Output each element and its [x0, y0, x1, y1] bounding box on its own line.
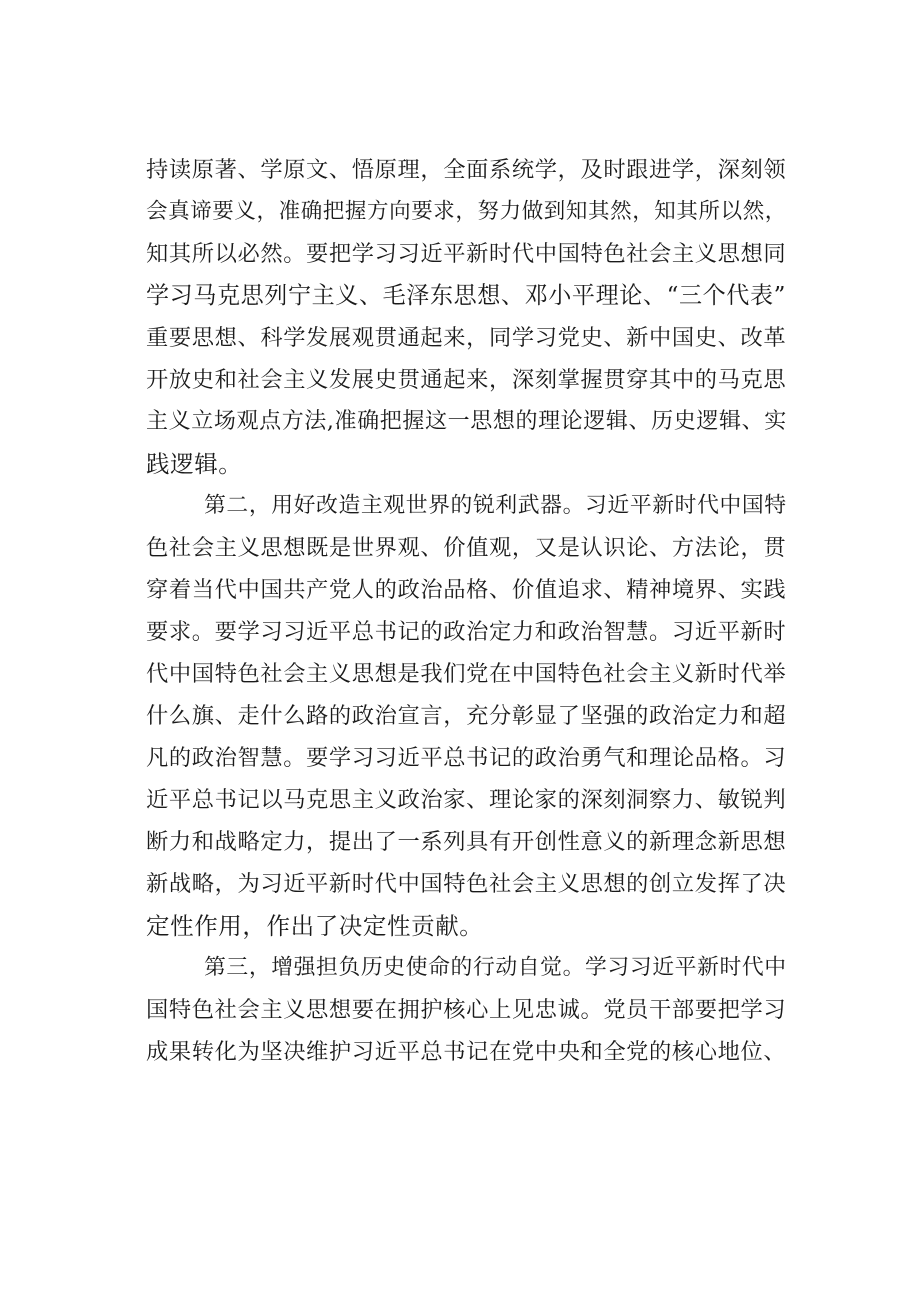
text-line: 新战略，为习近平新时代中国特色社会主义思想的创立发挥了决	[146, 871, 787, 897]
text-line: 成果转化为坚决维护习近平总书记在党中央和全党的核心地位、	[146, 1039, 787, 1065]
paragraph-start-line: 第三，增强担负历史使命的行动自觉。学习习近平新时代中	[204, 955, 787, 980]
text-line: 会真谛要义，准确把握方向要求，努力做到知其然，知其所以然，	[146, 199, 787, 224]
text-line: 重要思想、科学发展观贯通起来，同学习党史、新中国史、改革	[146, 325, 787, 351]
text-line: 国特色社会主义思想要在拥护核心上见忠诚。党员干部要把学习	[146, 997, 787, 1023]
text-line: 开放史和社会主义发展史贯通起来，深刻掌握贯穿其中的马克思	[146, 367, 787, 393]
text-line: 凡的政治智慧。要学习习近平总书记的政治勇气和理论品格。习	[146, 745, 787, 771]
text-line: 穿着当代中国共产党人的政治品格、价值追求、精神境界、实践	[146, 577, 787, 603]
paragraph-start-line: 第二，用好改造主观世界的锐利武器。习近平新时代中国特	[204, 493, 787, 518]
text-line: 知其所以必然。要把学习习近平新时代中国特色社会主义思想同	[146, 241, 787, 267]
text-line: 要求。要学习习近平总书记的政治定力和政治智慧。习近平新时	[146, 619, 787, 645]
text-line: 学习马克思列宁主义、毛泽东思想、邓小平理论、“三个代表”	[146, 283, 787, 309]
text-line: 断力和战略定力，提出了一系列具有开创性意义的新理念新思想	[146, 829, 787, 855]
text-line: 定性作用，作出了决定性贡献。	[146, 912, 484, 940]
text-line: 持读原著、学原文、悟原理，全面系统学，及时跟进学，深刻领	[146, 157, 787, 183]
text-line: 代中国特色社会主义思想是我们党在中国特色社会主义新时代举	[146, 661, 787, 687]
text-line: 色社会主义思想既是世界观、价值观，又是认识论、方法论，贯	[146, 535, 787, 561]
text-line: 近平总书记以马克思主义政治家、理论家的深刻洞察力、敏锐判	[146, 787, 787, 813]
text-line: 什么旗、走什么路的政治宣言，充分彰显了坚强的政治定力和超	[146, 703, 787, 729]
text-line: 践逻辑。	[146, 450, 243, 478]
body-text	[146, 149, 786, 1073]
text-line: 主义立场观点方法,准确把握这一思想的理论逻辑、历史逻辑、实	[146, 409, 787, 434]
